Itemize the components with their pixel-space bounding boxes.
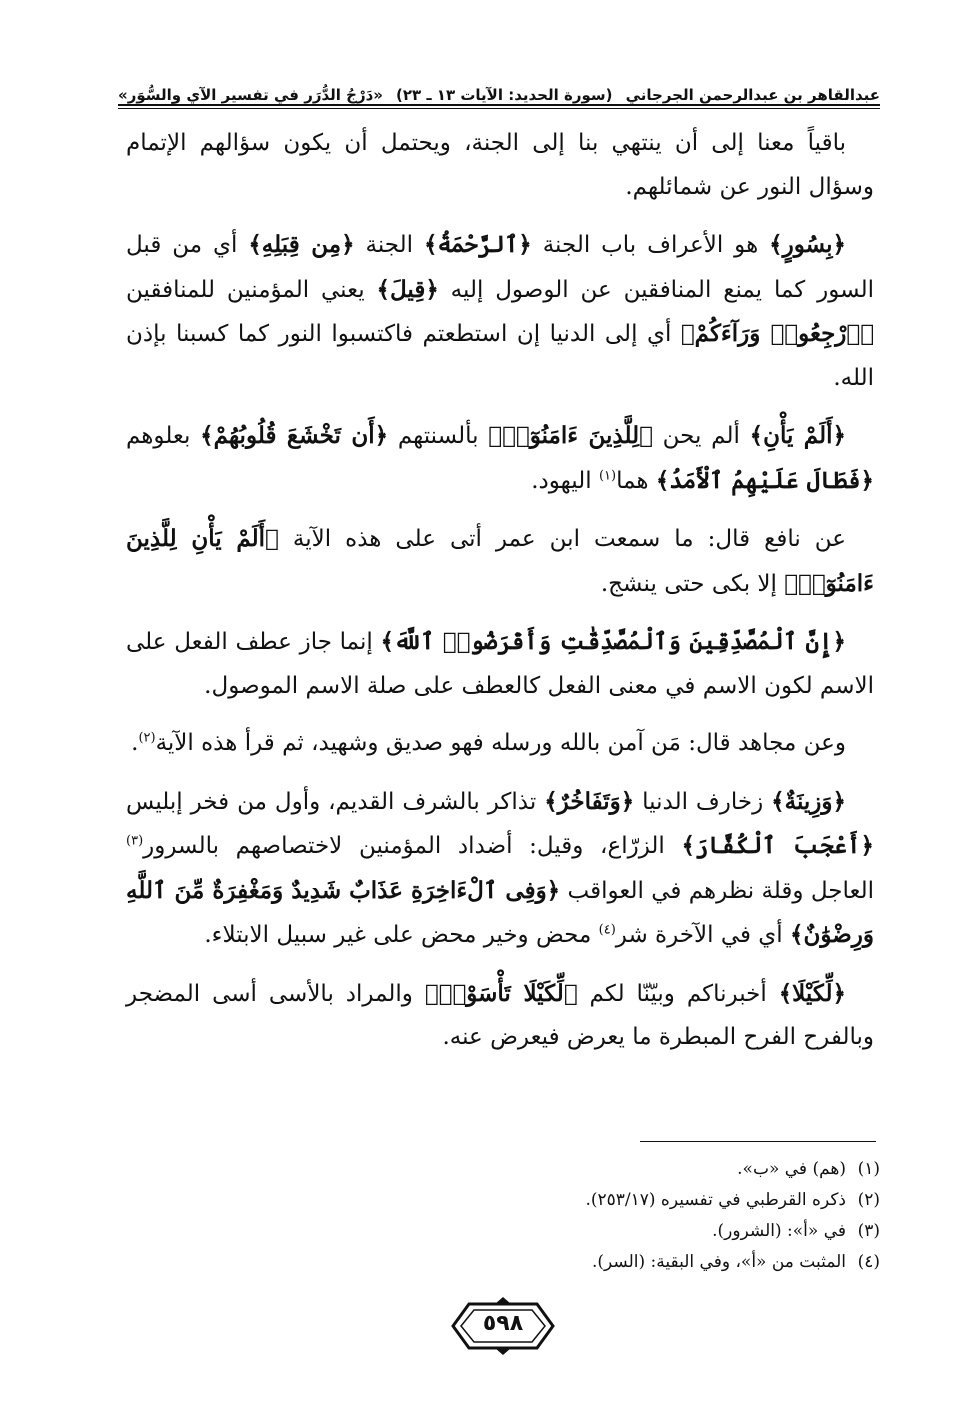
footnote-number: (٤): [857, 1252, 880, 1272]
text-segment: أخبرناكم وبيّنّا لكم: [577, 980, 779, 1007]
page-number-ornament: [447, 1296, 559, 1356]
page-number: ٥٩٨: [482, 1311, 524, 1336]
text-segment: بعلوهم: [126, 423, 201, 449]
text-segment: العاجل وقلة نظرهم في العواقب: [560, 877, 874, 904]
quran-quote: ﴿فَطَالَ عَلَيْهِمُ ٱلْأَمَدُ﴾: [655, 466, 874, 494]
quran-quote: ﴿إِنَّ ٱلْمُصَّدِّقِينَ وَٱلْمُصَّدِّقَٰتِ وَأَقْرَضُوا۟ ٱللَّهَ﴾: [380, 628, 846, 655]
paragraph: [126, 223, 874, 400]
footnote-number: (٣): [857, 1221, 880, 1241]
text-segment: إنما جاز عطف الفعل على الاسم لكون الاسم في معنى الفعل كالعطف على صلة الاسم الموصول.: [126, 629, 874, 699]
text-segment: هما: [616, 467, 656, 494]
footnote: [300, 1247, 880, 1278]
text-segment: هو الأعراف باب الجنة: [531, 232, 770, 258]
footnote-ref: (٣): [126, 833, 144, 849]
footnote-text: ذكره القرطبي في تفسيره (٢٥٣/١٧).: [585, 1190, 846, 1210]
footnote-number: (٢): [857, 1190, 880, 1210]
footnote-number: (١): [857, 1159, 880, 1179]
text-segment: تذاكر بالشرف القديم، وأول من فخر إبليس: [126, 788, 545, 815]
paragraph: [126, 780, 874, 958]
footnote-text: المثبت من «أ»، وفي البقية: (السر).: [592, 1252, 846, 1272]
quran-quote: ﴿قِيلَ﴾: [376, 275, 439, 303]
paragraph: [126, 972, 874, 1060]
text-segment: ألم يحن: [652, 423, 750, 449]
paragraph: [126, 517, 874, 606]
header-author: عبدالقاهر بن عبدالرحمن الجرجاني: [625, 86, 880, 104]
quran-quote: ﴿بِسُورٍ﴾: [769, 231, 846, 258]
quran-quote: ﴿وَزِينَةٌ﴾: [771, 787, 846, 815]
text-segment: بألسنتهم: [388, 423, 489, 449]
text-segment: باقياً معنا إلى أن ينتهي بنا إلى الجنة، ويحتمل أن يكون سؤالهم الإتمام وسؤال النور عن شمائلهم.: [126, 130, 874, 200]
header-section: (سورة الحديد: الآيات ١٣ ـ ٢٣): [396, 86, 613, 104]
text-segment: زخارف الدنيا: [634, 788, 772, 815]
paragraph: [126, 722, 874, 766]
quran-quote: ﴿وَفِى ٱلْءَاخِرَةِ عَذَابٌ شَدِيدٌ وَمَغْفِرَةٌ مِّنَ ٱللَّهِ وَرِضْوَٰنٌ﴾: [126, 876, 874, 948]
footnote-text: في «أ»: (الشرور).: [712, 1221, 846, 1241]
text-segment: الجنة: [354, 232, 424, 258]
text-segment: أي من قبل السور كما يمنع المنافقين عن الوصول إليه: [126, 232, 874, 303]
text-segment: وعن مجاهد قال: مَن آمن بالله ورسله فهو صديق وشهيد، ثم قرأ هذه الآية: [155, 730, 846, 756]
footnotes: [300, 1154, 880, 1278]
header-rule: [118, 104, 880, 109]
running-header: [118, 60, 880, 104]
text-segment: محض وخير محض على غير سبيل الابتلاء.: [204, 922, 599, 948]
main-text: [126, 122, 874, 1074]
text-segment: أي إلى الدنيا إن استطعتم فاكتسبوا النور كما كسبنا بإذن الله.: [126, 321, 874, 391]
text-segment: إلا بكى حتى ينشج.: [600, 570, 785, 597]
quran-quote: ﴿مِن قِبَلِهِ﴾: [248, 231, 355, 258]
quran-quote: ﴿أَعْجَبَ ٱلْكُفَّارَ﴾: [681, 832, 875, 859]
text-segment: يعني المؤمنين للمنافقين: [126, 276, 377, 303]
footnote-ref: (٤): [598, 922, 616, 938]
quran-quote: ﴿وَتَفَاخُرٌ﴾: [544, 787, 635, 815]
footnote-separator: [640, 1141, 876, 1142]
quran-quote: ﴿أَن تَخْشَعَ قُلُوبُهُمْ﴾: [200, 422, 389, 449]
quran-quote: ﴿ٱلرَّحْمَةُ﴾: [423, 231, 532, 258]
paragraph: [126, 620, 874, 708]
text-segment: .: [131, 730, 139, 756]
quran-quote: ﴿لِلَّذِينَ ءَامَنُوٓا۟﴾: [488, 422, 653, 449]
text-segment: اليهود.: [531, 467, 599, 494]
paragraph: [126, 122, 874, 209]
quran-quote: ﴿أَلَمْ يَأْنِ لِلَّذِينَ ءَامَنُوٓا۟﴾: [126, 525, 874, 597]
text-segment: عن نافع قال: ما سمعت ابن عمر أتى على هذه الآية: [278, 526, 846, 552]
quran-quote: ﴿ٱرْجِعُوا۟ وَرَآءَكُمْ﴾: [680, 320, 874, 347]
text-segment: والمراد بالأسى أسى المضجر وبالفرح الفرح المبطرة ما يعرض فيعرض عنه.: [126, 980, 874, 1050]
footnote-text: (هم) في «ب».: [737, 1159, 846, 1179]
text-segment: أي في الآخرة شر: [615, 922, 790, 948]
quran-quote: ﴿لِّكَيْلَا﴾: [778, 979, 847, 1007]
footnote-ref: (٢): [138, 730, 156, 746]
paragraph: [126, 414, 874, 503]
footnote-ref: (١): [598, 467, 617, 483]
quran-quote: ﴿لِّكَيْلَا تَأْسَوْا۟﴾: [424, 979, 578, 1007]
footnote: [300, 1185, 880, 1216]
header-book-title: «دَرْجُ الدُّرَرِ في تفسيرِ الآيِ والسُّوَرِ»: [118, 86, 383, 104]
footnote: [300, 1216, 880, 1247]
quran-quote: ﴿أَلَمْ يَأْنِ﴾: [749, 422, 846, 449]
text-segment: الزرّاع، وقيل: أضداد المؤمنين لاختصاصهم بالسرور: [143, 833, 682, 859]
footnote: [300, 1154, 880, 1185]
